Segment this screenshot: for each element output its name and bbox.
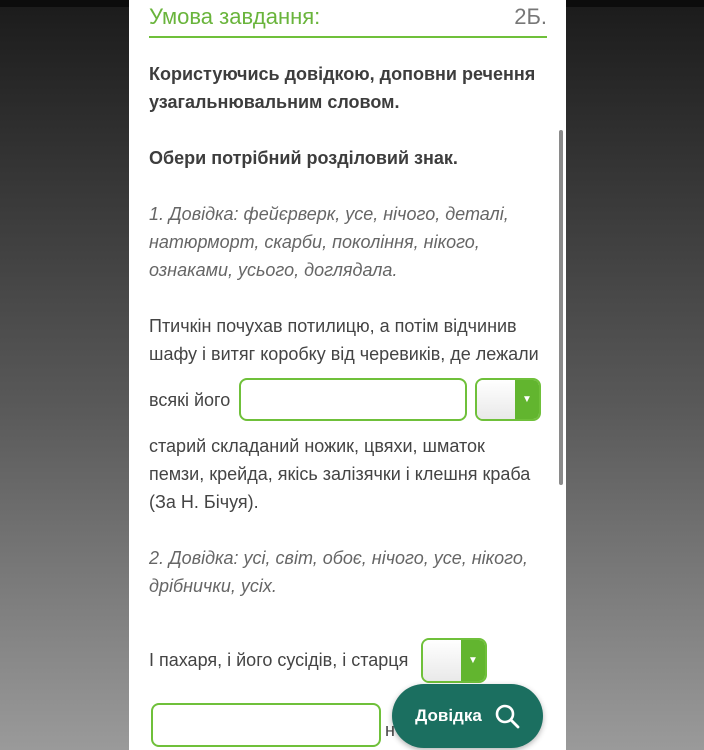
sentence-2-partial: н <box>385 720 395 740</box>
sentence-1-part1: Птичкін почухав потилицю, а потім відчинив шафу і витяг коробку від черевиків, де лежали <box>149 316 539 364</box>
reference-1: 1. Довідка: фейєрверк, усе, нічого, деталі, натюрморт, скарби, покоління, нікого, ознаками, усього, доглядала. <box>149 204 509 280</box>
chevron-down-icon: ▼ <box>515 380 539 419</box>
answer-input-2[interactable] <box>151 703 381 747</box>
instruction-punctuation: Обери потрібний розділовий знак. <box>149 148 458 168</box>
chevron-down-icon: ▼ <box>461 640 485 681</box>
instruction-text: Користуючись довідкою, доповни речення узагальнювальним словом. <box>149 64 536 112</box>
scrollbar[interactable] <box>559 130 563 485</box>
help-button-label: Довідка <box>415 706 482 725</box>
sentence-2-part1: І пахаря, і його сусідів, і старця <box>149 650 409 670</box>
task-points: 2Б. <box>514 4 547 29</box>
answer-input-1[interactable] <box>239 378 467 421</box>
punctuation-select-1[interactable] <box>475 378 541 421</box>
punctuation-select-2[interactable] <box>421 638 487 683</box>
task-title: Умова завдання: <box>149 4 321 29</box>
task-card <box>129 0 566 750</box>
reference-2: 2. Довідка: усі, світ, обоє, нічого, усе, нікого, дрібнички, усіх. <box>149 548 528 596</box>
sentence-1-part3: старий складаний ножик, цвяхи, шматок пемзи, крейда, якісь залізячки і клешня краба (За Н. Бічуя). <box>149 436 531 512</box>
sentence-1-part2: всякі його <box>149 390 231 410</box>
task-header <box>149 2 547 38</box>
search-icon <box>494 703 520 729</box>
help-button[interactable] <box>392 684 543 748</box>
